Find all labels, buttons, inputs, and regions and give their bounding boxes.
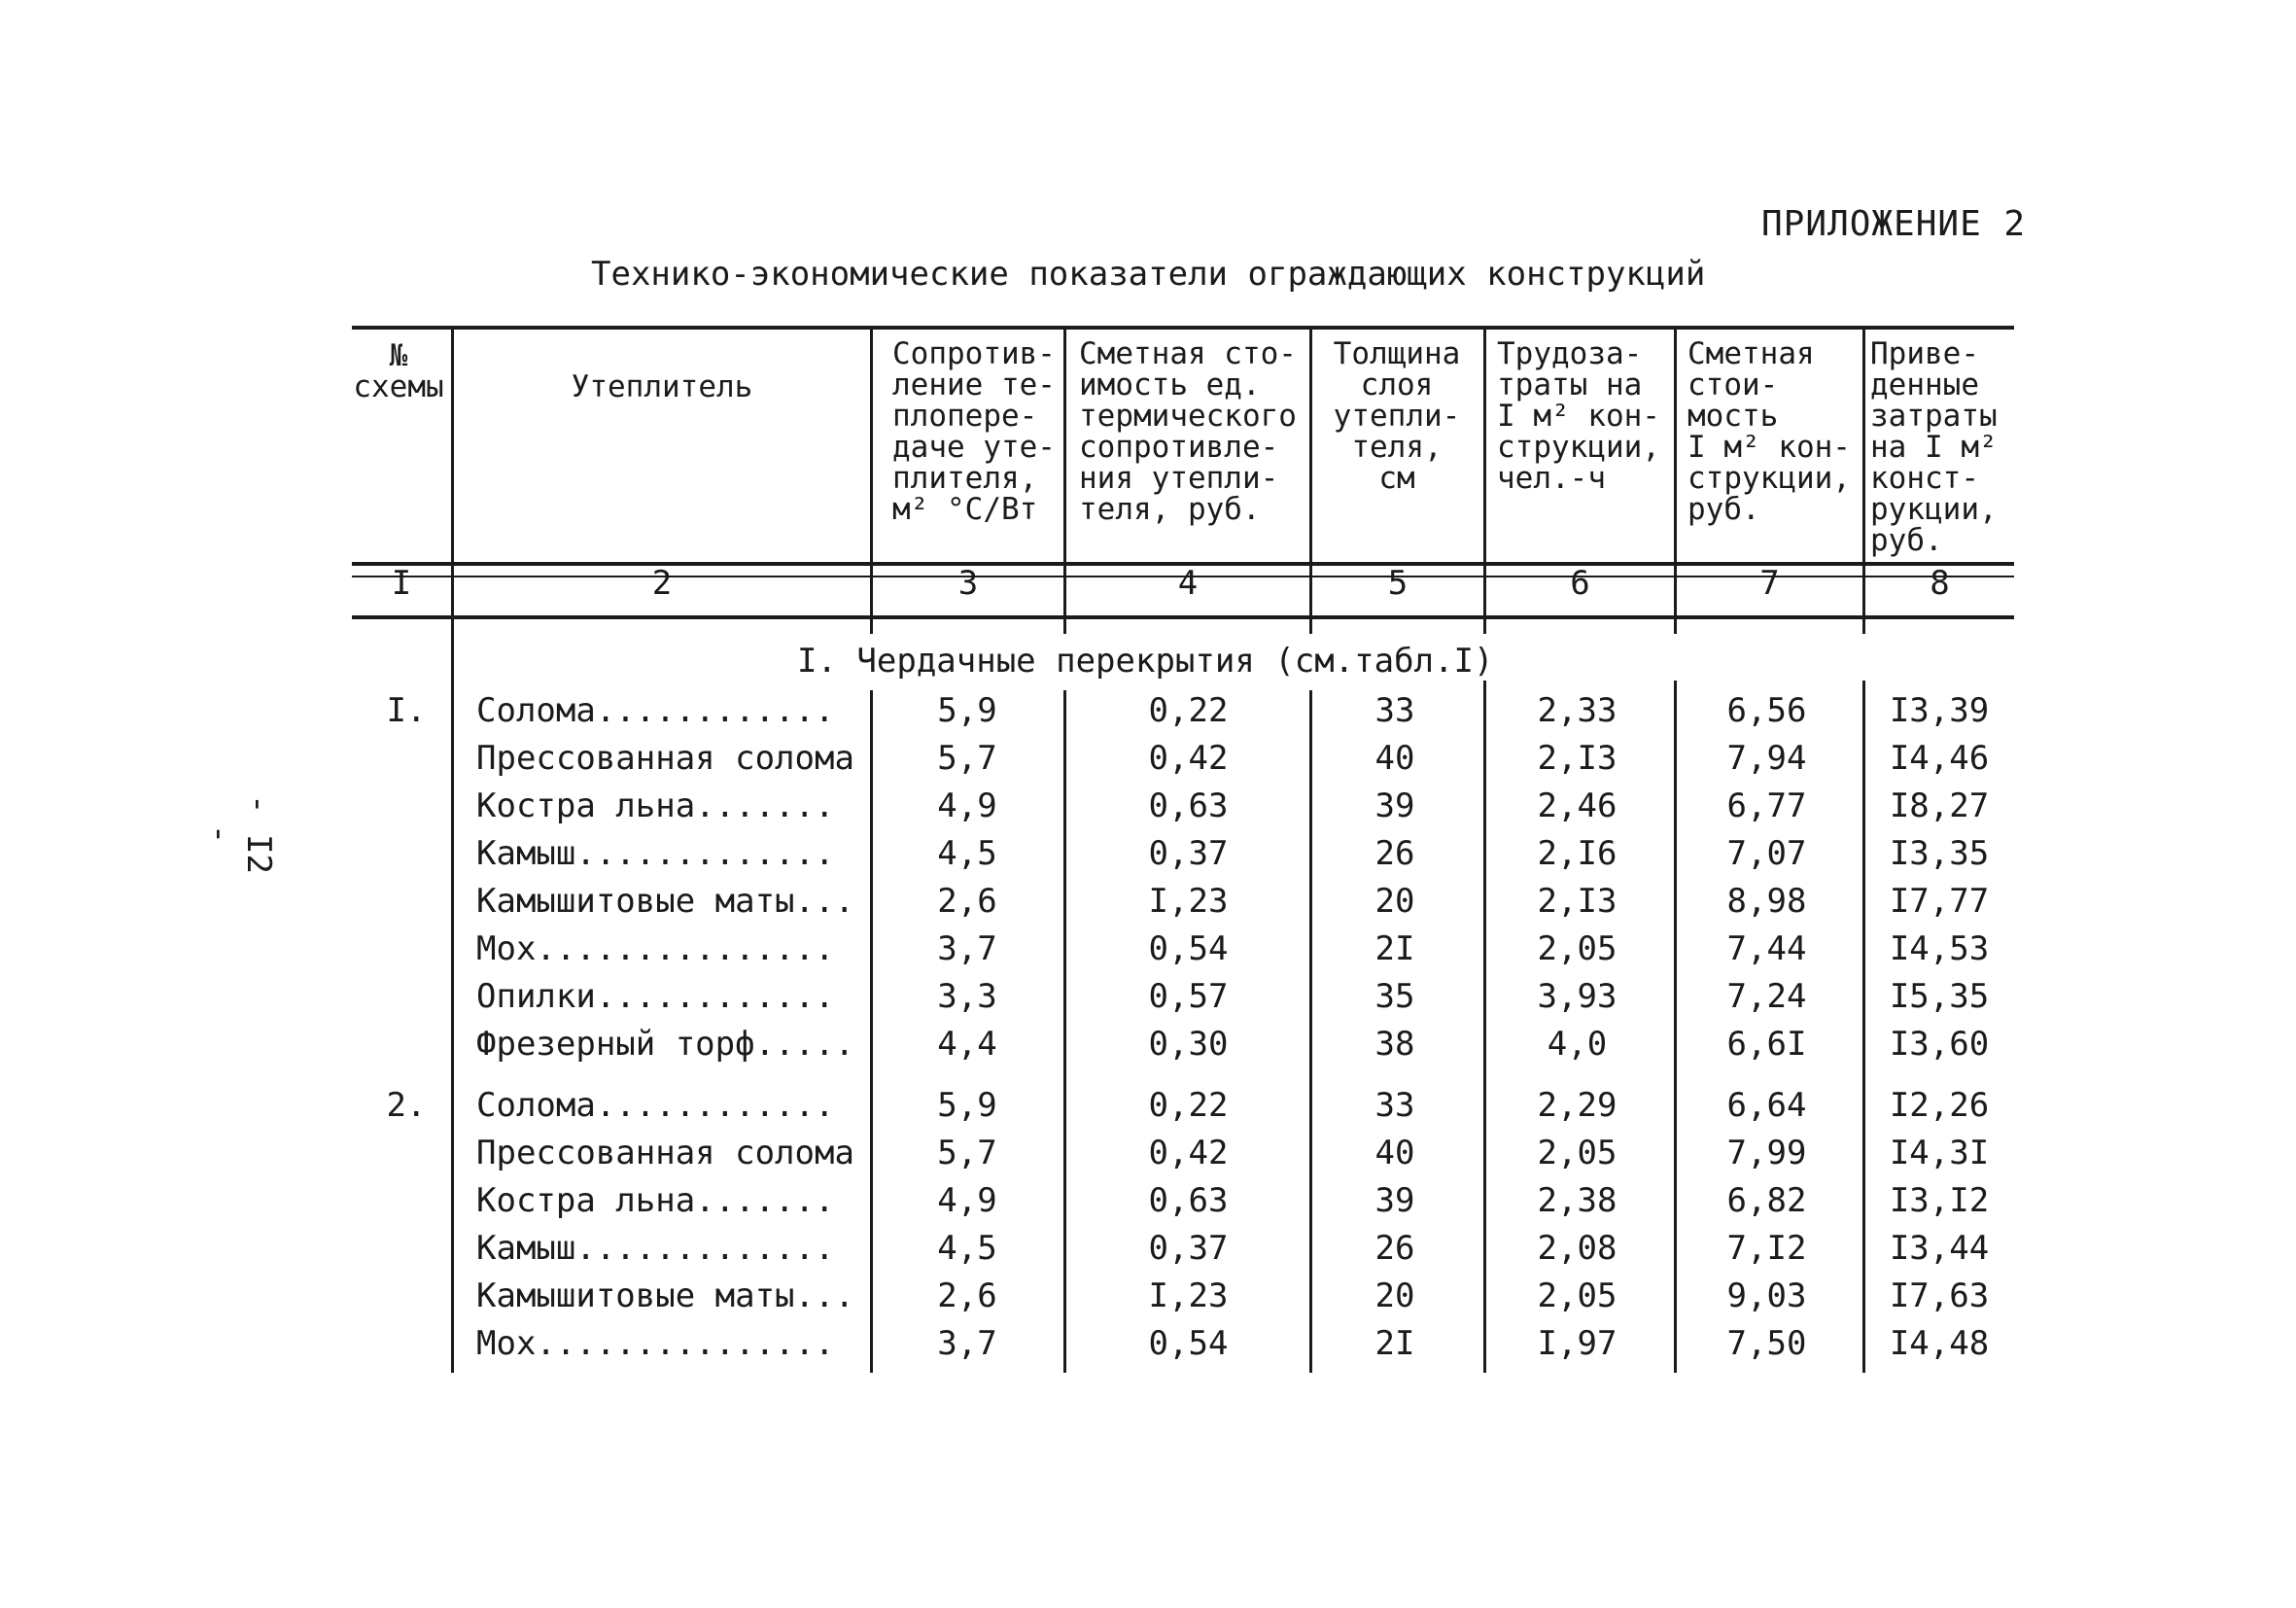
labor-cell: 2,38 bbox=[1537, 1181, 1618, 1220]
material-cell: Камыш............. bbox=[476, 1229, 835, 1268]
resistance-cell: 3,3 bbox=[937, 977, 997, 1016]
cost-cell: 6,56 bbox=[1726, 691, 1807, 730]
reduced-cost-cell: I3,44 bbox=[1889, 1229, 1990, 1268]
reduced-cost-cell: I7,63 bbox=[1889, 1276, 1990, 1315]
labor-cell: 2,I3 bbox=[1537, 882, 1618, 921]
reduced-cost-cell: I3,39 bbox=[1889, 691, 1990, 730]
column-number-3: 3 bbox=[957, 564, 979, 603]
cost-cell: 7,94 bbox=[1726, 739, 1807, 778]
page-number: - I2 - bbox=[200, 794, 278, 874]
unit-cost-cell: 0,22 bbox=[1148, 1086, 1229, 1125]
column-number-1: I bbox=[391, 564, 412, 603]
resistance-cell: 4,9 bbox=[937, 787, 997, 825]
section-title: I. Чердачные перекрытия (см.табл.I) bbox=[797, 642, 1494, 681]
thickness-cell: 26 bbox=[1374, 1229, 1415, 1268]
table-row bbox=[0, 688, 2296, 733]
column-number-2: 2 bbox=[651, 564, 673, 603]
unit-cost-cell: 0,37 bbox=[1148, 1229, 1229, 1268]
reduced-cost-cell: I7,77 bbox=[1889, 882, 1990, 921]
resistance-cell: 5,9 bbox=[937, 1086, 997, 1125]
cost-cell: 7,44 bbox=[1726, 929, 1807, 968]
material-cell: Камышитовые маты... bbox=[476, 882, 854, 921]
unit-cost-cell: 0,63 bbox=[1148, 1181, 1229, 1220]
table-row bbox=[0, 736, 2296, 781]
reduced-cost-cell: I2,26 bbox=[1889, 1086, 1990, 1125]
unit-cost-cell: 0,57 bbox=[1148, 977, 1229, 1016]
table-row bbox=[0, 926, 2296, 971]
material-cell: Мох............... bbox=[476, 929, 835, 968]
labor-cell: 2,29 bbox=[1537, 1086, 1618, 1125]
cost-cell: 7,24 bbox=[1726, 977, 1807, 1016]
labor-cell: 2,08 bbox=[1537, 1229, 1618, 1268]
labor-cell: 2,I3 bbox=[1537, 739, 1618, 778]
reduced-cost-cell: I8,27 bbox=[1889, 787, 1990, 825]
cost-cell: 8,98 bbox=[1726, 882, 1807, 921]
thickness-cell: 2I bbox=[1374, 929, 1415, 968]
resistance-cell: 3,7 bbox=[937, 929, 997, 968]
thickness-cell: 38 bbox=[1374, 1025, 1415, 1064]
thickness-cell: 40 bbox=[1374, 739, 1415, 778]
reduced-cost-cell: I3,60 bbox=[1889, 1025, 1990, 1064]
unit-cost-cell: 0,54 bbox=[1148, 929, 1229, 968]
cost-cell: 6,82 bbox=[1726, 1181, 1807, 1220]
table-row bbox=[0, 1321, 2296, 1366]
thickness-cell: 2I bbox=[1374, 1324, 1415, 1363]
table-row bbox=[0, 831, 2296, 876]
table-row bbox=[0, 1131, 2296, 1175]
cost-cell: 6,77 bbox=[1726, 787, 1807, 825]
appendix-label: ПРИЛОЖЕНИЕ 2 bbox=[1761, 204, 2027, 244]
table-row bbox=[0, 1274, 2296, 1318]
table-row bbox=[0, 784, 2296, 828]
unit-cost-cell: 0,42 bbox=[1148, 1134, 1229, 1172]
header-resistance: Сопротив- ление те- плопере- даче уте- плителя, м² °С/Вт bbox=[892, 336, 1056, 527]
thickness-cell: 35 bbox=[1374, 977, 1415, 1016]
labor-cell: 2,05 bbox=[1537, 929, 1618, 968]
material-cell: Мох............... bbox=[476, 1324, 835, 1363]
header-reduced-cost: Приве- денные затраты на I м² конст- рукции, руб. bbox=[1870, 336, 1998, 558]
cost-cell: 7,07 bbox=[1726, 834, 1807, 873]
material-cell: Камышитовые маты... bbox=[476, 1276, 854, 1315]
thickness-cell: 33 bbox=[1374, 1086, 1415, 1125]
reduced-cost-cell: I4,46 bbox=[1889, 739, 1990, 778]
header-unit-cost: Сметная сто- имость ед. термического сопротивле- ния утепли- теля, руб. bbox=[1079, 336, 1297, 527]
unit-cost-cell: 0,42 bbox=[1148, 739, 1229, 778]
table-top-rule bbox=[352, 326, 2014, 330]
labor-cell: 3,93 bbox=[1537, 977, 1618, 1016]
cost-cell: 7,I2 bbox=[1726, 1229, 1807, 1268]
scheme-cell: I. bbox=[386, 691, 427, 730]
cost-cell: 7,99 bbox=[1726, 1134, 1807, 1172]
table-row bbox=[0, 1226, 2296, 1271]
column-number-4: 4 bbox=[1177, 564, 1199, 603]
unit-cost-cell: 0,22 bbox=[1148, 691, 1229, 730]
labor-cell: 2,33 bbox=[1537, 691, 1618, 730]
reduced-cost-cell: I4,53 bbox=[1889, 929, 1990, 968]
material-cell: Солома............ bbox=[476, 1086, 835, 1125]
material-cell: Прессованная солома bbox=[476, 739, 854, 778]
cost-cell: 7,50 bbox=[1726, 1324, 1807, 1363]
table-row bbox=[0, 879, 2296, 924]
resistance-cell: 4,4 bbox=[937, 1025, 997, 1064]
resistance-cell: 4,5 bbox=[937, 1229, 997, 1268]
cost-cell: 9,03 bbox=[1726, 1276, 1807, 1315]
material-cell: Костра льна....... bbox=[476, 1181, 835, 1220]
thickness-cell: 40 bbox=[1374, 1134, 1415, 1172]
column-number-7: 7 bbox=[1759, 564, 1780, 603]
column-number-8: 8 bbox=[1930, 564, 1950, 603]
header-labor: Трудоза- траты на I м² кон- струкции, чел.-ч bbox=[1497, 336, 1660, 496]
material-cell: Опилки............ bbox=[476, 977, 835, 1016]
resistance-cell: 2,6 bbox=[937, 1276, 997, 1315]
unit-cost-cell: I,23 bbox=[1148, 882, 1229, 921]
material-cell: Камыш............. bbox=[476, 834, 835, 873]
unit-cost-cell: 0,37 bbox=[1148, 834, 1229, 873]
reduced-cost-cell: I4,3I bbox=[1889, 1134, 1990, 1172]
thickness-cell: 39 bbox=[1374, 1181, 1415, 1220]
labor-cell: 2,I6 bbox=[1537, 834, 1618, 873]
unit-cost-cell: 0,54 bbox=[1148, 1324, 1229, 1363]
scheme-cell: 2. bbox=[386, 1086, 427, 1125]
thickness-cell: 26 bbox=[1374, 834, 1415, 873]
header-thickness: Толщина слоя утепли- теля, см bbox=[1333, 336, 1461, 496]
resistance-cell: 5,7 bbox=[937, 1134, 997, 1172]
material-cell: Фрезерный торф..... bbox=[476, 1025, 854, 1064]
cost-cell: 6,6I bbox=[1726, 1025, 1807, 1064]
table-row bbox=[0, 974, 2296, 1019]
header-cost: Сметная стои- мость I м² кон- струкции, руб. bbox=[1687, 336, 1851, 527]
table-row bbox=[0, 1022, 2296, 1066]
column-number-6: 6 bbox=[1570, 564, 1590, 603]
table-row bbox=[0, 1178, 2296, 1223]
reduced-cost-cell: I3,I2 bbox=[1889, 1181, 1990, 1220]
reduced-cost-cell: I5,35 bbox=[1889, 977, 1990, 1016]
cost-cell: 6,64 bbox=[1726, 1086, 1807, 1125]
column-number-5: 5 bbox=[1387, 564, 1409, 603]
thickness-cell: 20 bbox=[1374, 882, 1415, 921]
thickness-cell: 39 bbox=[1374, 787, 1415, 825]
unit-cost-cell: 0,30 bbox=[1148, 1025, 1229, 1064]
resistance-cell: 2,6 bbox=[937, 882, 997, 921]
table-title: Технико-экономические показатели ограждающих конструкций bbox=[591, 255, 1706, 294]
material-cell: Солома............ bbox=[476, 691, 835, 730]
resistance-cell: 4,9 bbox=[937, 1181, 997, 1220]
labor-cell: I,97 bbox=[1537, 1324, 1618, 1363]
reduced-cost-cell: I4,48 bbox=[1889, 1324, 1990, 1363]
unit-cost-cell: 0,63 bbox=[1148, 787, 1229, 825]
reduced-cost-cell: I3,35 bbox=[1889, 834, 1990, 873]
material-cell: Костра льна....... bbox=[476, 787, 835, 825]
labor-cell: 4,0 bbox=[1547, 1025, 1608, 1064]
thickness-cell: 20 bbox=[1374, 1276, 1415, 1315]
header-insulation: Утеплитель bbox=[571, 369, 753, 404]
resistance-cell: 5,9 bbox=[937, 691, 997, 730]
labor-cell: 2,05 bbox=[1537, 1276, 1618, 1315]
resistance-cell: 4,5 bbox=[937, 834, 997, 873]
thickness-cell: 33 bbox=[1374, 691, 1415, 730]
column-numbers-rule bbox=[352, 615, 2014, 619]
resistance-cell: 3,7 bbox=[937, 1324, 997, 1363]
header-scheme-no: № схемы bbox=[353, 338, 444, 404]
table-row bbox=[0, 1083, 2296, 1128]
material-cell: Прессованная солома bbox=[476, 1134, 854, 1172]
unit-cost-cell: I,23 bbox=[1148, 1276, 1229, 1315]
labor-cell: 2,46 bbox=[1537, 787, 1618, 825]
labor-cell: 2,05 bbox=[1537, 1134, 1618, 1172]
resistance-cell: 5,7 bbox=[937, 739, 997, 778]
